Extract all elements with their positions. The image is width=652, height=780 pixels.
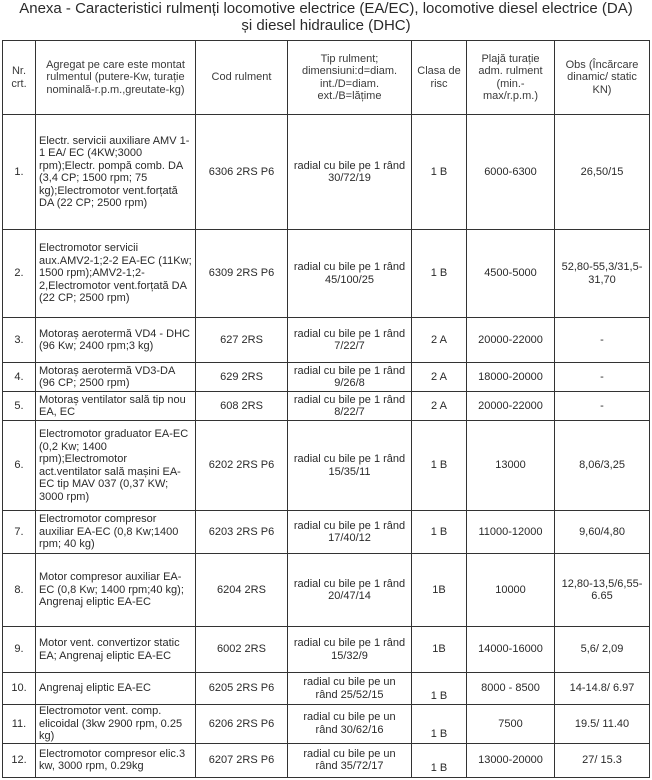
cell-tip: radial cu bile pe un rând 25/52/15 [288,673,412,705]
title-line-1: Anexa - Caracteristici rulmenți locomotive electrice (EA/EC), locomotive diesel electrice (DA) [19,0,633,17]
table-row [3,318,650,363]
cell-obs: 19.5/ 11.40 [555,705,650,744]
cell-plaja: 10000 [467,554,555,627]
cell-plaja: 6000-6300 [467,115,555,230]
cell-tip: radial cu bile pe 1 rând 15/32/9 [288,627,412,673]
cell-obs: 52,80-55,3/31,5-31,70 [555,230,650,318]
cell-plaja: 18000-20000 [467,363,555,392]
cell-clasa: 1 B [412,421,467,511]
cell-agregat: Motor compresor auxiliar EA-EC (0,8 Kw; 1400 rpm;40 kg); Angrenaj eliptic EA-EC [36,554,196,627]
cell-tip: radial cu bile pe 1 rând 45/100/25 [288,230,412,318]
table-row [3,115,650,230]
cell-agregat: Motoraș ventilator sală tip nou EA, EC [36,392,196,421]
table-row [3,554,650,627]
cell-tip: radial cu bile pe 1 rând 7/22/7 [288,318,412,363]
header-obs: Obs (Încărcare dinamic/ static KN) [555,41,650,115]
cell-agregat: Motoraș aerotermă VD4 - DHC (96 Kw; 2400 rpm;3 kg) [36,318,196,363]
cell-plaja: 20000-22000 [467,392,555,421]
cell-clasa: 1 B [412,511,467,554]
cell-nr: 9. [3,627,36,673]
cell-obs: - [555,363,650,392]
table-row [3,230,650,318]
cell-plaja: 11000-12000 [467,511,555,554]
cell-cod: 6202 2RS P6 [196,421,288,511]
cell-nr: 10. [3,673,36,705]
cell-cod: 6204 2RS [196,554,288,627]
cell-nr: 6. [3,421,36,511]
title-line-2: și diesel hidraulice (DHC) [241,17,411,34]
cell-obs: - [555,392,650,421]
cell-clasa: 1 B [412,743,467,777]
cell-nr: 7. [3,511,36,554]
table-row [3,743,650,777]
cell-plaja: 7500 [467,705,555,744]
header-clasa: Clasa de risc [412,41,467,115]
cell-agregat: Electromotor graduator EA-EC (0,2 Kw; 1400 rpm);Electromotor act.ventilator sală mașini EA-EC tip MAV 037 (0,37 KW; 3000 rpm) [36,421,196,511]
table-row [3,421,650,511]
table-row [3,673,650,705]
cell-nr: 2. [3,230,36,318]
cell-clasa: 2 A [412,363,467,392]
cell-cod: 6206 2RS P6 [196,705,288,744]
cell-plaja: 20000-22000 [467,318,555,363]
cell-agregat: Motor vent. convertizor static EA; Angrenaj eliptic EA-EC [36,627,196,673]
cell-cod: 6207 2RS P6 [196,743,288,777]
cell-cod: 6205 2RS P6 [196,673,288,705]
cell-tip: radial cu bile pe 1 rând 30/72/19 [288,115,412,230]
header-agregat: Agregat pe care este montat rulmentul (putere-Kw, turație nominală-r.p.m.,greutate-kg) [36,41,196,115]
cell-cod: 6002 2RS [196,627,288,673]
cell-tip: radial cu bile pe 1 rând 20/47/14 [288,554,412,627]
cell-obs: 12,80-13,5/6,55-6.65 [555,554,650,627]
table-row [3,705,650,744]
cell-clasa: 1B [412,554,467,627]
cell-nr: 1. [3,115,36,230]
cell-clasa: 2 A [412,392,467,421]
header-tip: Tip rulment; dimensiuni:d=diam. int./D=diam. ext./B=lățime [288,41,412,115]
cell-cod: 608 2RS [196,392,288,421]
cell-agregat: Angrenaj eliptic EA-EC [36,673,196,705]
table-row [3,627,650,673]
cell-cod: 629 2RS [196,363,288,392]
cell-obs: 9,60/4,80 [555,511,650,554]
cell-tip: radial cu bile pe 1 rând 15/35/11 [288,421,412,511]
cell-agregat: Motoraș aerotermă VD3-DA (96 CP; 2500 rpm) [36,363,196,392]
cell-plaja: 4500-5000 [467,230,555,318]
cell-clasa: 2 A [412,318,467,363]
document-title [0,0,652,34]
table-row [3,363,650,392]
cell-nr: 12. [3,743,36,777]
cell-tip: radial cu bile pe un rând 35/72/17 [288,743,412,777]
cell-obs: 14-14.8/ 6.97 [555,673,650,705]
cell-nr: 3. [3,318,36,363]
header-plaja: Plajă turație adm. rulment (min.-max/r.p.m.) [467,41,555,115]
cell-tip: radial cu bile pe 1 rând 9/26/8 [288,363,412,392]
cell-obs: 26,50/15 [555,115,650,230]
cell-plaja: 13000-20000 [467,743,555,777]
cell-clasa: 1 B [412,230,467,318]
cell-obs: 5,6/ 2,09 [555,627,650,673]
bearings-table [2,40,650,778]
cell-clasa: 1B [412,627,467,673]
cell-obs: 27/ 15.3 [555,743,650,777]
cell-clasa: 1 B [412,673,467,705]
cell-obs: - [555,318,650,363]
header-nr: Nr. crt. [3,41,36,115]
cell-cod: 6203 2RS P6 [196,511,288,554]
cell-plaja: 14000-16000 [467,627,555,673]
cell-agregat: Electromotor servicii aux.AMV2-1;2-2 EA-EC (11Kw; 1500 rpm);AMV2-1;2-2,Electromotor vent.forțată DA (22 CP; 2500 rpm) [36,230,196,318]
cell-tip: radial cu bile pe 1 rând 17/40/12 [288,511,412,554]
cell-clasa: 1 B [412,115,467,230]
cell-plaja: 13000 [467,421,555,511]
header-cod: Cod rulment [196,41,288,115]
cell-tip: radial cu bile pe 1 rând 8/22/7 [288,392,412,421]
cell-cod: 627 2RS [196,318,288,363]
cell-agregat: Electromotor compresor elic.3 kw, 3000 rpm, 0.29kg [36,743,196,777]
cell-agregat: Electromotor compresor auxiliar EA-EC (0,8 Kw;1400 rpm; 40 kg) [36,511,196,554]
table-row [3,511,650,554]
cell-nr: 5. [3,392,36,421]
cell-agregat: Electromotor vent. comp. elicoidal (3kw 2900 rpm, 0.25 kg) [36,705,196,744]
cell-agregat: Electr. servicii auxiliare AMV 1-1 EA/ EC (4KW;3000 rpm);Electr. pompă comb. DA (3,4 CP; 1500 rpm; 75 kg);Electromotor vent.forțată DA (22 CP; 2500 rpm) [36,115,196,230]
cell-nr: 11. [3,705,36,744]
cell-plaja: 8000 - 8500 [467,673,555,705]
header-row [3,41,650,115]
cell-cod: 6306 2RS P6 [196,115,288,230]
cell-cod: 6309 2RS P6 [196,230,288,318]
table-row [3,392,650,421]
cell-obs: 8,06/3,25 [555,421,650,511]
cell-nr: 4. [3,363,36,392]
cell-nr: 8. [3,554,36,627]
cell-tip: radial cu bile pe un rând 30/62/16 [288,705,412,744]
cell-clasa: 1 B [412,705,467,744]
